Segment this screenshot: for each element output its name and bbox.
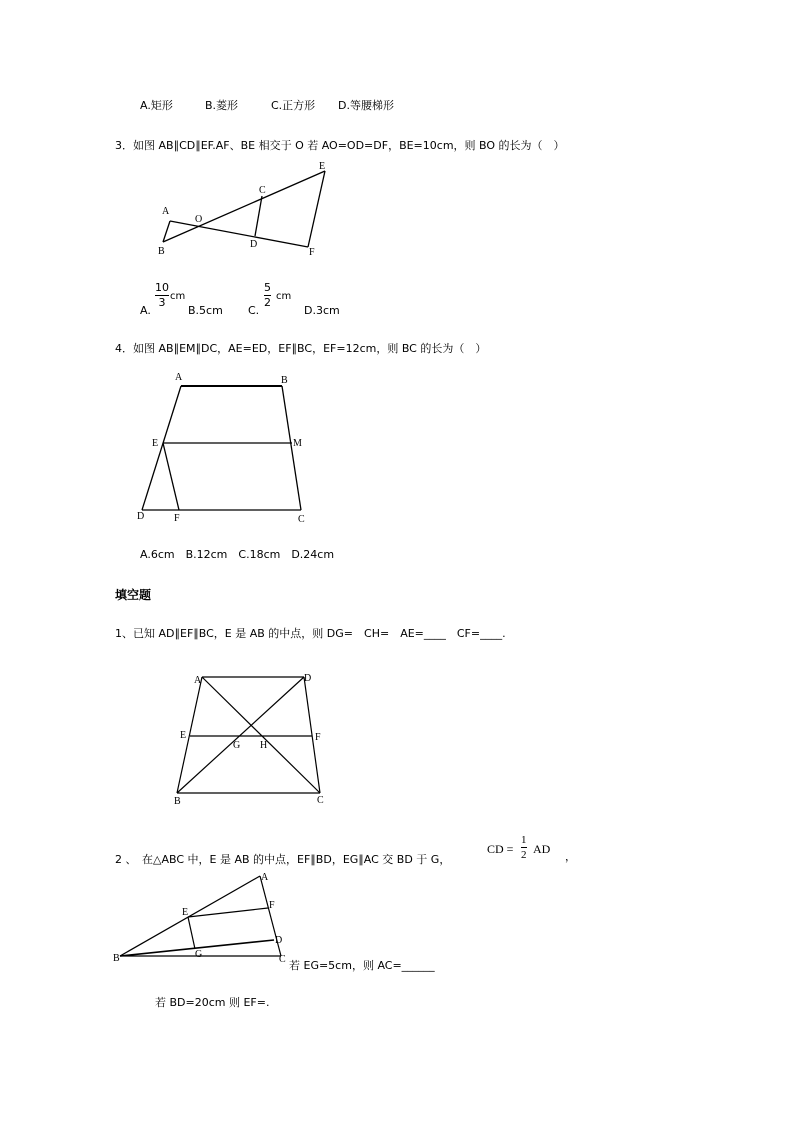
f1-label-g: G <box>233 740 241 751</box>
choice-c-square: C.正方形 <box>271 99 316 112</box>
q3-choice-a-denominator: 3 <box>158 296 166 309</box>
f2-label-d: D <box>275 935 283 946</box>
q3-choice-a-numerator: 10 <box>155 281 169 294</box>
f1-label-b: B <box>174 796 181 807</box>
q3-choice-c-denominator: 2 <box>264 296 271 309</box>
q4-label-a: A <box>175 372 183 383</box>
f2-label-a: A <box>261 872 269 883</box>
q3-choice-c-numerator: 5 <box>264 281 271 294</box>
q3-label-b: B <box>158 246 165 257</box>
q4-label-m: M <box>293 438 302 449</box>
f2-label-b: B <box>113 953 120 964</box>
f1-label-h: H <box>260 740 268 751</box>
q3-choice-a-unit: cm <box>170 291 186 302</box>
q4-label-f: F <box>174 513 180 524</box>
f2-label-c: C <box>279 954 286 965</box>
q3-label-o: O <box>195 214 203 225</box>
q3-label-e: E <box>319 161 326 172</box>
f2-formula-rhs: AD <box>533 842 551 856</box>
f1-label-f: F <box>315 732 321 743</box>
f2-formula-numerator: 1 <box>521 834 527 846</box>
q3-choice-c-unit: cm <box>276 291 292 302</box>
q4-label-b: B <box>281 375 288 386</box>
q4-stem: 4．如图 AB∥EM∥DC，AE=ED，EF∥BC，EF=12cm，则 BC 的长为（ ） <box>115 342 487 355</box>
q4-label-c: C <box>298 514 305 525</box>
q4-choices: A.6cm B.12cm C.18cm D.24cm <box>140 548 335 561</box>
f2-label-f: F <box>269 900 275 911</box>
q3-label-f: F <box>309 247 315 258</box>
f2-formula-lhs: CD = <box>487 842 514 856</box>
f1-label-a: A <box>194 675 202 686</box>
f2-label-e: E <box>182 907 189 918</box>
choice-a-rectangle: A.矩形 <box>140 99 173 112</box>
q4-label-e: E <box>152 438 159 449</box>
q3-choice-b: B.5cm <box>188 304 223 317</box>
choice-b-rhombus: B.菱形 <box>205 99 239 112</box>
q3-label-d: D <box>250 239 258 250</box>
q3-choice-d: D.3cm <box>304 304 340 317</box>
f2-formula-denominator: 2 <box>521 849 527 861</box>
q4-label-d: D <box>137 511 145 522</box>
f1-label-e: E <box>180 730 187 741</box>
f2-stem: 2 、 在△ABC 中，E 是 AB 的中点，EF∥BD，EG∥AC 交 BD 于 G， <box>115 853 451 866</box>
section-title: 填空题 <box>115 588 152 602</box>
f2-formula-tail: ， <box>565 850 576 863</box>
f1-stem: 1、已知 AD∥EF∥BC，E 是 AB 的中点，则 DG= CH= AE=____ CF=____. <box>115 627 506 640</box>
q3-stem: 3．如图 AB∥CD∥EF.AF、BE 相交于 O 若 AO=OD=DF，BE=10cm，则 BO 的长为（ ） <box>115 139 565 152</box>
choice-d-isosceles-trapezoid: D.等腰梯形 <box>338 99 394 112</box>
f1-label-d: D <box>304 673 312 684</box>
q3-choice-a-prefix: A. <box>140 304 151 317</box>
f2-line3: 若 BD=20cm 则 EF=. <box>155 996 270 1009</box>
q3-label-a: A <box>162 206 170 217</box>
q3-choice-c-prefix: C. <box>248 304 260 317</box>
f1-label-c: C <box>317 795 324 806</box>
f2-label-g: G <box>195 949 203 960</box>
f2-line2: 若 EG=5cm，则 AC=______ <box>289 959 435 972</box>
q3-label-c: C <box>259 185 266 196</box>
